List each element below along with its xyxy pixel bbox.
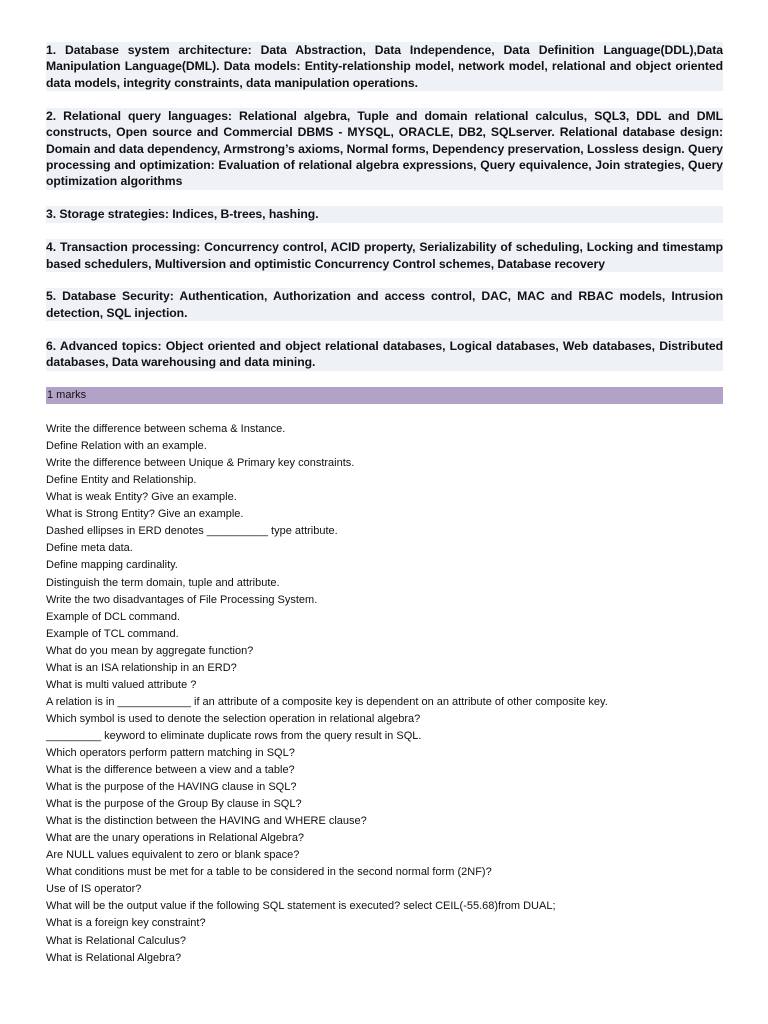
question-item: What is weak Entity? Give an example. — [46, 491, 237, 504]
syllabus-unit-6: 6. Advanced topics: Object oriented and object relational databases, Logical databases, Web databases, Distributed databases, Data warehousing and data mining. — [46, 338, 723, 370]
question-item: What conditions must be met for a table to be considered in the second normal form (2NF)? — [46, 866, 492, 879]
question-item: Which operators perform pattern matching in SQL? — [46, 746, 295, 759]
question-item: Use of IS operator? — [46, 883, 142, 896]
syllabus-section — [46, 42, 723, 371]
question-item: What do you mean by aggregate function? — [46, 644, 254, 657]
question-item: Define meta data. — [46, 542, 133, 555]
question-item: A relation is in ____________ if an attribute of a composite key is dependent on an attribute of other composite key. — [46, 695, 608, 708]
question-item: Which symbol is used to denote the selection operation in relational algebra? — [46, 712, 421, 725]
question-item: Define mapping cardinality. — [46, 559, 178, 572]
question-item: What is Strong Entity? Give an example. — [46, 508, 244, 521]
syllabus-unit-1: 1. Database system architecture: Data Abstraction, Data Independence, Data Definition Language(DDL),Data Manipulation Language(DML). Data models: Entity-relationship model, network model, relational and object oriented data models, integrity constraints, data manipulation operations. — [46, 43, 723, 90]
question-item: What is the difference between a view and a table? — [46, 764, 295, 777]
question-item: Write the two disadvantages of File Processing System. — [46, 593, 318, 606]
marks-section-heading: 1 marks — [46, 387, 723, 404]
question-item: What is the purpose of the Group By clause in SQL? — [46, 798, 302, 811]
document-page — [46, 42, 723, 967]
question-item: What is multi valued attribute ? — [46, 678, 197, 691]
question-item: What is an ISA relationship in an ERD? — [46, 661, 237, 674]
question-item: What is the purpose of the HAVING clause in SQL? — [46, 781, 297, 794]
question-item: What are the unary operations in Relational Algebra? — [46, 832, 305, 845]
question-item: Distinguish the term domain, tuple and attribute. — [46, 576, 280, 589]
syllabus-unit-5: 5. Database Security: Authentication, Authorization and access control, DAC, MAC and RBAC models, Intrusion detection, SQL injection. — [46, 289, 723, 320]
syllabus-unit-2: 2. Relational query languages: Relational algebra, Tuple and domain relational calculus, SQL3, DDL and DML constructs, Open source and Commercial DBMS - MYSQL, ORACLE, DB2, SQLserver. Relational database design: Domain and data dependency, Armstrong’s axioms, Normal forms, Dependency preservation, Lossless design. Query processing and optimization: Evaluation of relational algebra expressions, Query equivalence, Join strategies, Query optimization algorithms — [46, 108, 723, 189]
question-item: What will be the output value if the following SQL statement is executed? select CEIL(-55.68)from DUAL; — [46, 900, 556, 913]
question-item: Write the difference between Unique & Primary key constraints. — [46, 457, 355, 470]
syllabus-unit-3: 3. Storage strategies: Indices, B-trees, hashing. — [46, 206, 723, 222]
question-item: Define Relation with an example. — [46, 440, 207, 453]
question-item: Are NULL values equivalent to zero or blank space? — [46, 849, 300, 862]
syllabus-unit-4: 4. Transaction processing: Concurrency control, ACID property, Serializability of scheduling, Locking and timestamp based schedulers, Multiversion and optimistic Concurrency Control schemes, Database recovery — [46, 240, 723, 271]
question-item: Example of TCL command. — [46, 627, 179, 640]
question-item: What is a foreign key constraint? — [46, 917, 206, 930]
question-item: What is Relational Calculus? — [46, 934, 187, 947]
question-item: _________ keyword to eliminate duplicate rows from the query result in SQL. — [46, 729, 422, 742]
question-item: What is the distinction between the HAVING and WHERE clause? — [46, 815, 367, 828]
question-item: Define Entity and Relationship. — [46, 474, 197, 487]
question-item: Write the difference between schema & Instance. — [46, 423, 286, 436]
question-item: What is Relational Algebra? — [46, 951, 182, 964]
question-item: Dashed ellipses in ERD denotes __________ type attribute. — [46, 525, 338, 538]
question-item: Example of DCL command. — [46, 610, 181, 623]
question-list — [46, 421, 723, 967]
